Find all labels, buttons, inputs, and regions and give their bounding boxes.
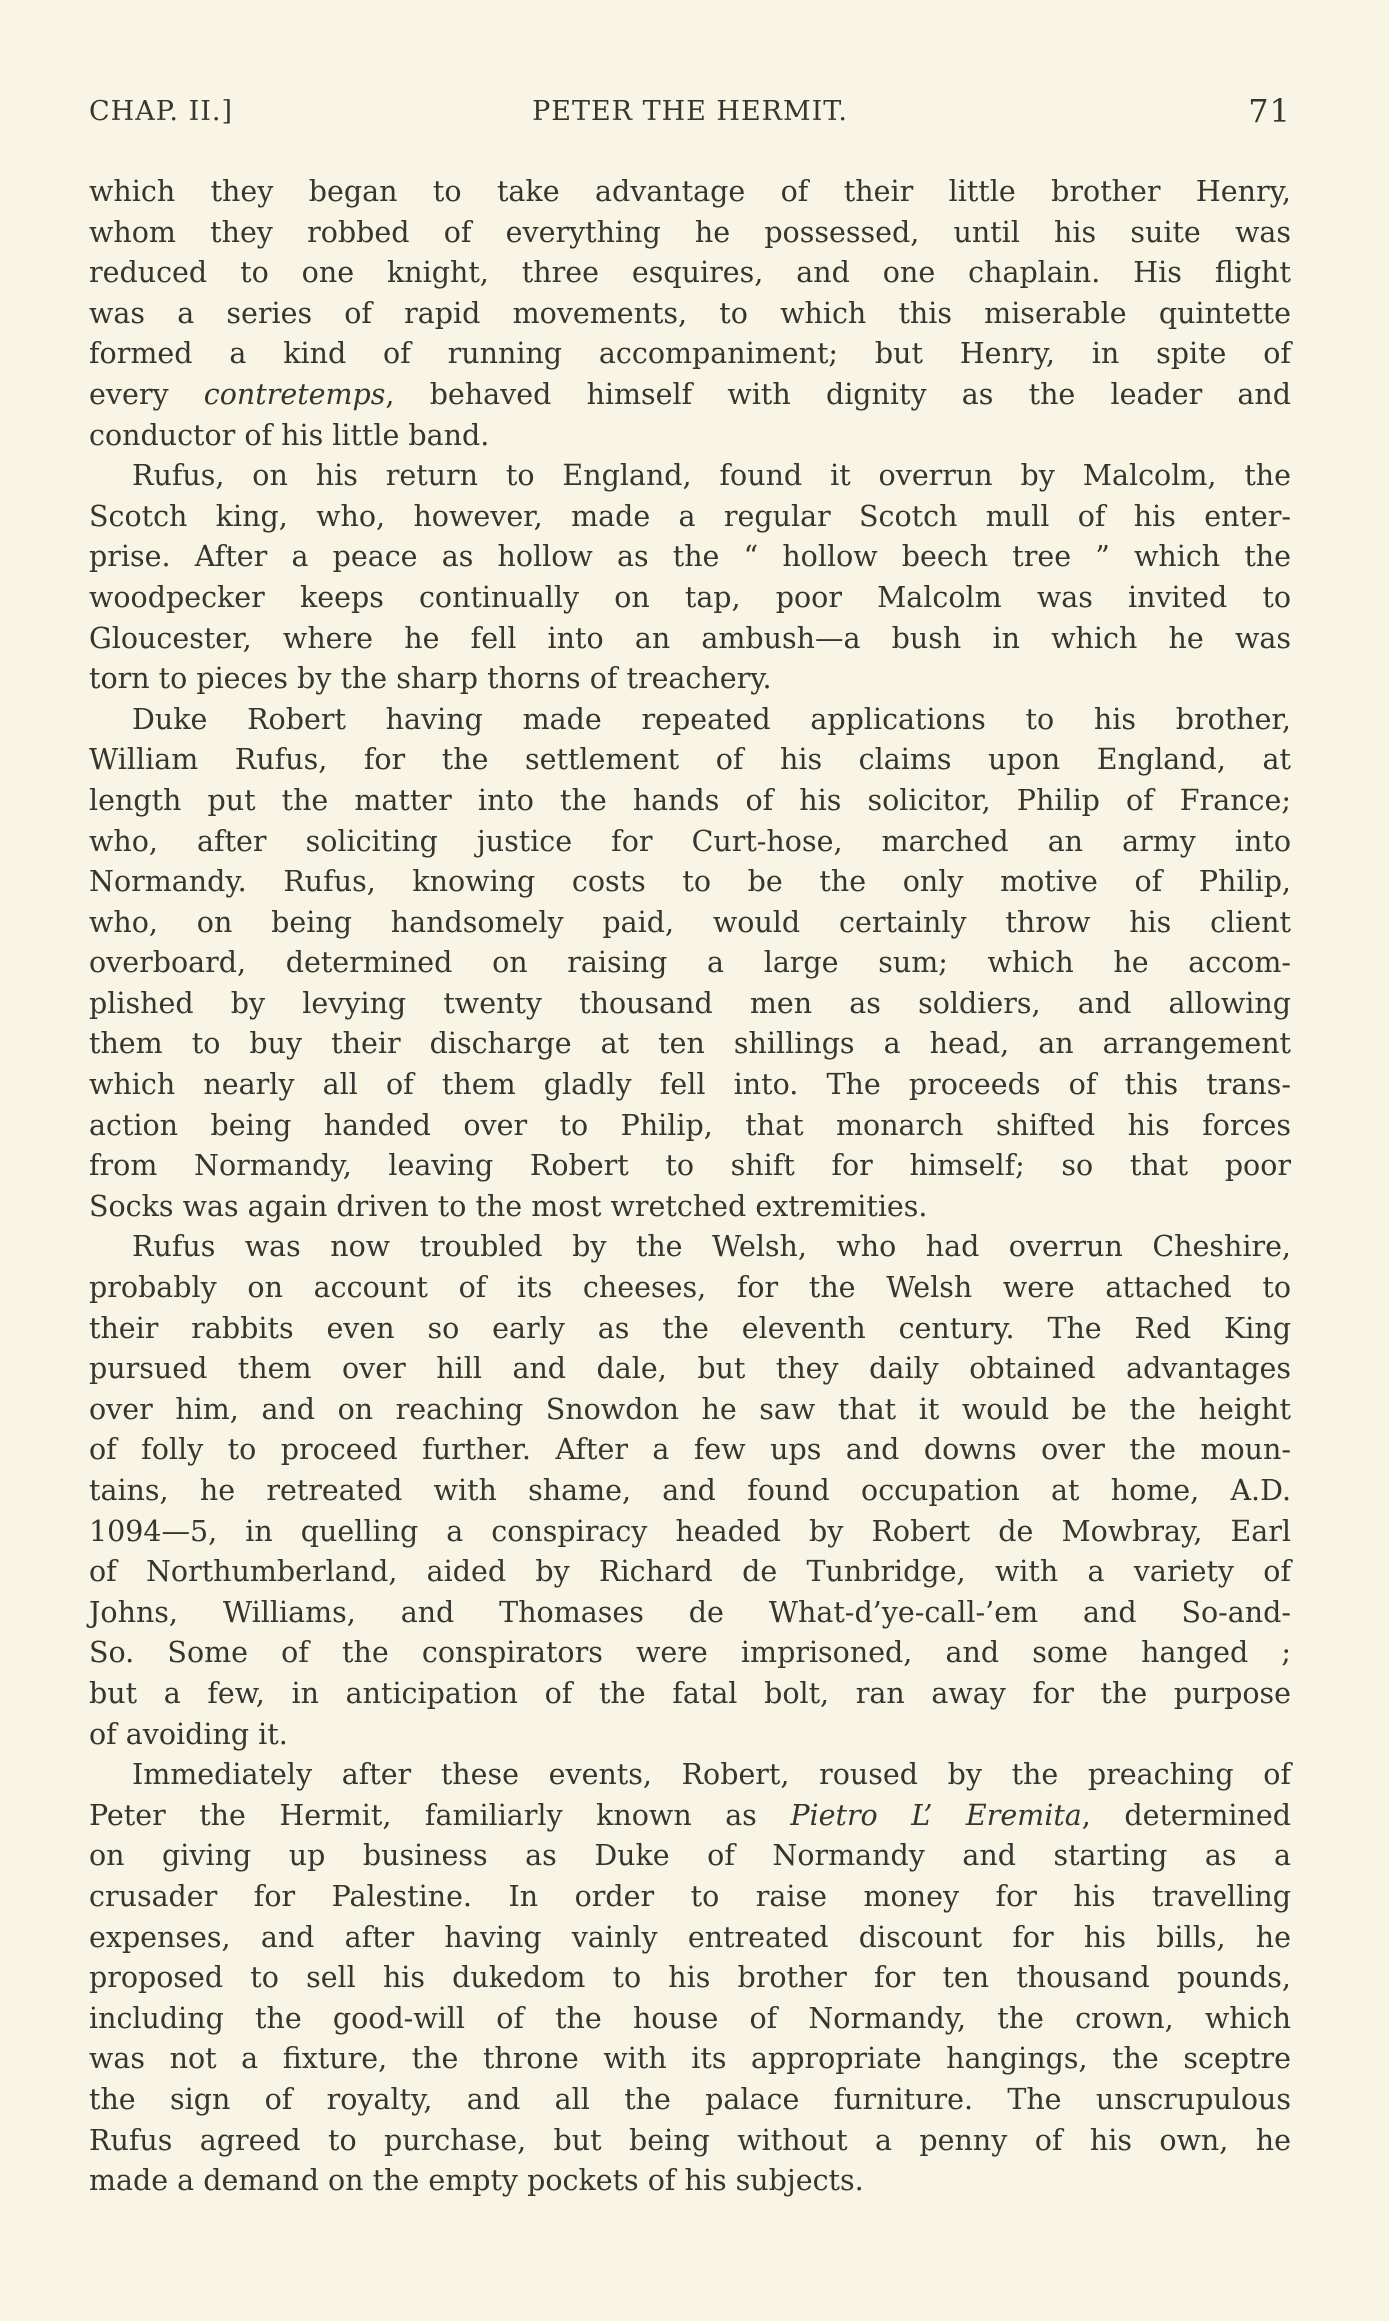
text-line: the sign of royalty, and all the palace furniture. The unscrupulous [89,2082,1291,2116]
text-line: 1094—5, in quelling a conspiracy headed by Robert de Mowbray, Earl [89,1514,1291,1548]
text-line: proposed to sell his dukedom to his brother for ten thousand pounds, [89,1961,1291,1995]
text-line: torn to pieces by the sharp thorns of treachery. [89,662,772,696]
text-line: Normandy. Rufus, knowing costs to be the only motive of Philip, [89,865,1291,899]
paragraph [89,1227,1291,1755]
text-line: Rufus, on his return to England, found it overrun by Malcolm, the [132,459,1291,493]
text-line: from Normandy, leaving Robert to shift for himself; so that poor [89,1149,1291,1183]
text-line: Peter the Hermit, familiarly known as Pietro L’ Eremita, determined [89,1798,1292,1832]
text-line: was not a fixture, the throne with its appropriate hangings, the sceptre [89,2042,1291,2076]
text-line: pursued them over hill and dale, but they daily obtained advantages [89,1352,1291,1386]
text-line: every contretemps, behaved himself with dignity as the leader and [89,377,1292,411]
text-line: formed a kind of running accompaniment; but Henry, in spite of [89,337,1291,371]
text-line: plished by levying twenty thousand men as soldiers, and allowing [89,986,1291,1020]
text-line: whom they robbed of everything he possessed, until his suite was [89,215,1291,249]
page-number: 71 [1248,92,1291,130]
paragraph [89,700,1291,1228]
text-line: Rufus agreed to purchase, but being without a penny of his own, he [89,2123,1291,2157]
text-line: conductor of his little band. [89,418,490,452]
text-line: made a demand on the empty pockets of his subjects. [89,2164,864,2198]
chapter-label: CHAP. II.] [89,96,234,127]
text-line: Immediately after these events, Robert, roused by the preaching of [132,1758,1291,1792]
paragraph [89,172,1291,456]
text-line: who, on being handsomely paid, would certainly throw his client [89,905,1291,939]
text-line: action being handed over to Philip, that monarch shifted his forces [89,1108,1291,1142]
text-line: of avoiding it. [89,1717,288,1751]
text-line: which nearly all of them gladly fell into. The proceeds of this trans- [89,1068,1291,1102]
text-line: So. Some of the conspirators were imprisoned, and some hanged ; [89,1636,1291,1670]
text-line: including the good-will of the house of Normandy, the crown, which [89,2001,1291,2035]
text-line: Johns, Williams, and Thomases de What-d’ye-call-’em and So-and- [89,1595,1291,1629]
text-line: Duke Robert having made repeated applications to his brother, [132,702,1291,736]
text-line: overboard, determined on raising a large sum; which he accom- [89,946,1291,980]
text-line: of folly to proceed further. After a few ups and downs over the moun- [89,1433,1291,1467]
text-line: but a few, in anticipation of the fatal bolt, ran away for the purpose [89,1676,1291,1710]
text-line: woodpecker keeps continually on tap, poor Malcolm was invited to [89,580,1291,614]
text-line: length put the matter into the hands of his solicitor, Philip of France; [89,783,1291,817]
text-line: William Rufus, for the settlement of his claims upon England, at [89,743,1291,777]
text-line: of Northumberland, aided by Richard de Tunbridge, with a variety of [89,1555,1291,1589]
text-line: reduced to one knight, three esquires, and one chaplain. His flight [89,256,1291,290]
italic-phrase: contretemps [203,377,386,411]
text-line: was a series of rapid movements, to which this miserable quintette [89,296,1291,330]
text-line: expenses, and after having vainly entreated discount for his bills, he [89,1920,1291,1954]
text-line: crusader for Palestine. In order to raise money for his travelling [89,1879,1291,1913]
text-line: Scotch king, who, however, made a regular Scotch mull of his enter- [89,499,1291,533]
running-title: PETER THE HERMIT. [532,96,848,127]
text-line: Gloucester, where he fell into an ambush—a bush in which he was [89,621,1291,655]
text-line: prise. After a peace as hollow as the “ hollow beech tree ” which the [89,540,1291,574]
text-line: their rabbits even so early as the eleventh century. The Red King [89,1311,1291,1345]
paragraph [89,1755,1291,2202]
text-line: over him, and on reaching Snowdon he saw that it would be the height [89,1392,1291,1426]
text-line: Rufus was now troubled by the Welsh, who had overrun Cheshire, [132,1230,1291,1264]
text-line: probably on account of its cheeses, for the Welsh were attached to [89,1271,1291,1305]
text-line: on giving up business as Duke of Normandy and starting as a [89,1839,1291,1873]
text-line: tains, he retreated with shame, and found occupation at home, A.D. [89,1474,1291,1507]
text-line: which they began to take advantage of their little brother Henry, [89,175,1291,208]
page-body-text [89,172,1291,2202]
italic-phrase: Pietro L’ Eremita [790,1798,1082,1832]
running-header [89,92,1291,140]
text-line: Socks was again driven to the most wretched extremities. [89,1189,928,1223]
paragraph [89,456,1291,700]
text-line: who, after soliciting justice for Curt-hose, marched an army into [89,824,1291,858]
text-line: them to buy their discharge at ten shillings a head, an arrangement [89,1027,1291,1061]
